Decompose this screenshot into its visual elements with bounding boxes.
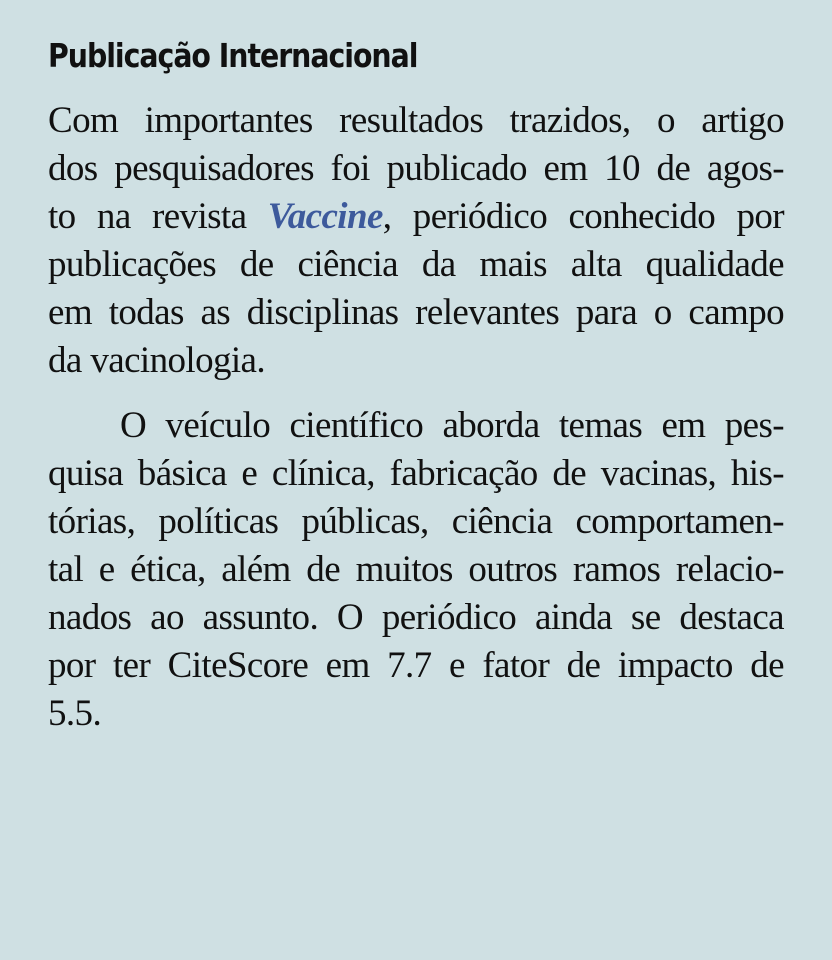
text-line: em todas as disciplinas relevantes para o campo — [48, 292, 784, 333]
text-fragment: , periódico conhecido por — [382, 196, 784, 237]
text-line: 5.5. — [48, 693, 102, 734]
text-fragment: to na revista — [48, 196, 268, 237]
text-line: quisa básica e clínica, fabricação de vacinas, his- — [48, 453, 784, 494]
text-line: publicações de ciência da mais alta qualidade — [48, 244, 784, 285]
text-line: tórias, políticas públicas, ciência comportamen- — [48, 501, 784, 542]
text-line: Com importantes resultados trazidos, o artigo — [48, 100, 784, 141]
paragraph-2 — [48, 402, 784, 738]
text-line: O veículo científico aborda temas em pes- — [120, 405, 784, 446]
text-line: da vacinologia. — [48, 340, 266, 381]
text-line: dos pesquisadores foi publicado em 10 de agos- — [48, 148, 784, 189]
section-heading: Publicação Internacional — [48, 36, 418, 75]
text-line: nados ao assunto. O periódico ainda se destaca — [48, 597, 784, 638]
text-line: por ter CiteScore em 7.7 e fator de impacto de — [48, 645, 784, 686]
paragraph-1 — [48, 97, 784, 385]
text-line: tal e ética, além de muitos outros ramos relacio- — [48, 549, 784, 590]
text-line — [48, 193, 784, 241]
vaccine-journal-link[interactable]: Vaccine — [267, 196, 383, 237]
